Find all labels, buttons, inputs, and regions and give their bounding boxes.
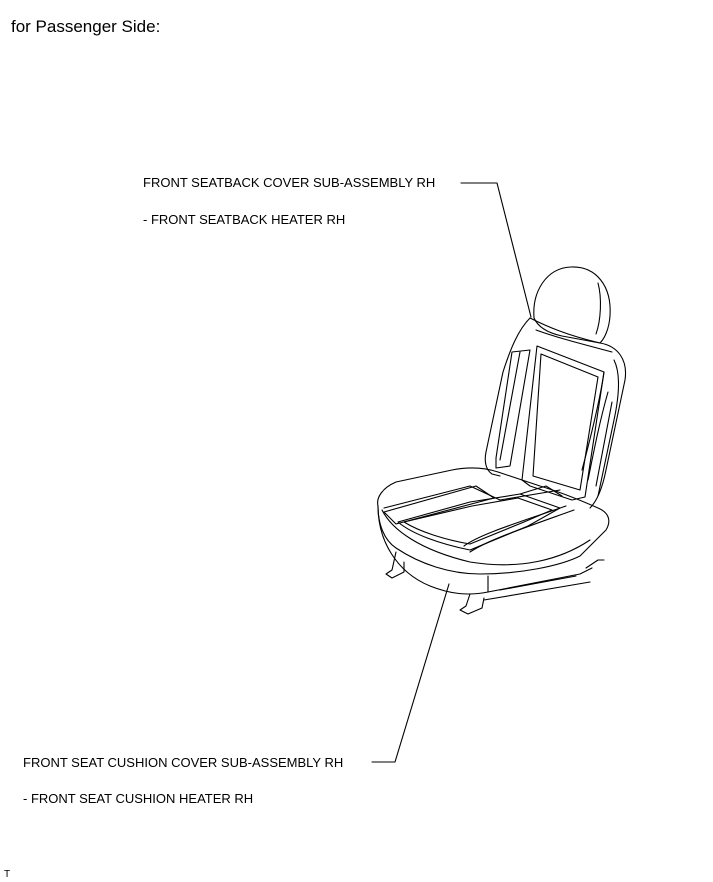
seatback-cover-label: FRONT SEATBACK COVER SUB-ASSEMBLY RH [143, 175, 436, 190]
cushion-heater-label: - FRONT SEAT CUSHION HEATER RH [23, 791, 254, 806]
cushion-outline [378, 468, 609, 574]
cushion-cover-label: FRONT SEAT CUSHION COVER SUB-ASSEMBLY RH [23, 755, 344, 770]
seat-rail [488, 568, 592, 592]
corner-mark: T [4, 869, 11, 880]
seatback-leader-line [461, 183, 531, 317]
cushion-leader-line [372, 584, 449, 762]
headrest [534, 267, 610, 343]
seatback-heater-label: - FRONT SEATBACK HEATER RH [143, 212, 346, 227]
page-heading: for Passenger Side: [11, 17, 161, 36]
seatback-outline [485, 318, 530, 476]
